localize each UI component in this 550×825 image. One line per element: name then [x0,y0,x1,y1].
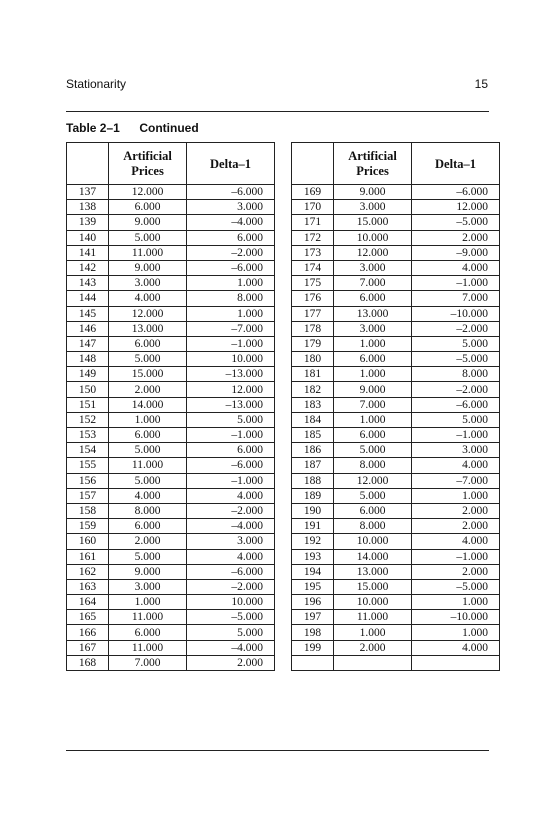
table-row [67,276,275,291]
cell-index: 183 [292,397,334,412]
table-row [292,306,500,321]
table-row [67,564,275,579]
cell-index: 142 [67,260,109,275]
table-row [292,397,500,412]
table-row [292,382,500,397]
cell-delta: 2.000 [412,564,500,579]
cell-delta: 10.000 [187,352,275,367]
cell-delta: –6.000 [187,564,275,579]
cell-price: 12.000 [109,306,187,321]
cell-delta: 3.000 [412,443,500,458]
footer-rule [66,750,489,751]
cell-index: 154 [67,443,109,458]
cell-delta: 4.000 [412,534,500,549]
cell-index: 149 [67,367,109,382]
cell-index: 146 [67,321,109,336]
cell-price: 1.000 [334,367,412,382]
cell-price: 14.000 [109,397,187,412]
cell-index: 192 [292,534,334,549]
table-row [67,519,275,534]
cell-delta: 5.000 [412,336,500,351]
cell-delta: –5.000 [187,610,275,625]
cell-price: 15.000 [109,367,187,382]
table-row [292,428,500,443]
cell-price: 11.000 [109,640,187,655]
table-row [67,655,275,670]
cell-price: 5.000 [109,473,187,488]
table-row [67,306,275,321]
table-row [292,260,500,275]
cell-price: 9.000 [109,564,187,579]
cell-index: 156 [67,473,109,488]
cell-price: 8.000 [334,519,412,534]
cell-price: 4.000 [109,488,187,503]
cell-index: 186 [292,443,334,458]
table-row [292,503,500,518]
cell-index: 166 [67,625,109,640]
cell-index: 137 [67,185,109,200]
cell-index: 179 [292,336,334,351]
cell-index: 170 [292,200,334,215]
cell-delta: 8.000 [187,291,275,306]
table-row [67,640,275,655]
cell-price: 1.000 [109,595,187,610]
page-number: 15 [474,77,488,91]
table-row [292,336,500,351]
cell-price: 5.000 [334,443,412,458]
header-rule [66,111,489,112]
cell-price: 11.000 [109,610,187,625]
table-row [67,412,275,427]
cell-delta: 4.000 [187,549,275,564]
table-row [292,579,500,594]
cell-price: 9.000 [109,215,187,230]
cell-index: 198 [292,625,334,640]
cell-index: 162 [67,564,109,579]
table-row [292,321,500,336]
cell-price: 15.000 [334,215,412,230]
column-header-index [292,143,334,185]
cell-index: 151 [67,397,109,412]
table-row [67,336,275,351]
cell-delta: 12.000 [412,200,500,215]
cell-price: 10.000 [334,534,412,549]
table-row [292,367,500,382]
cell-price: 7.000 [334,397,412,412]
cell-delta: 4.000 [412,640,500,655]
cell-delta: –7.000 [412,473,500,488]
cell-index: 197 [292,610,334,625]
cell-index: 175 [292,276,334,291]
cell-price: 1.000 [109,412,187,427]
cell-price: 6.000 [109,428,187,443]
cell-index: 150 [67,382,109,397]
cell-delta: –4.000 [187,215,275,230]
cell-delta: –2.000 [412,321,500,336]
table-row [67,610,275,625]
cell-delta: –5.000 [412,215,500,230]
cell-index: 191 [292,519,334,534]
cell-price: 1.000 [334,412,412,427]
cell-delta: 3.000 [187,200,275,215]
cell-price: 2.000 [334,640,412,655]
cell-delta: 1.000 [187,306,275,321]
cell-delta: –2.000 [187,245,275,260]
cell-price: 8.000 [334,458,412,473]
cell-index: 164 [67,595,109,610]
cell-price: 11.000 [109,245,187,260]
cell-delta: 2.000 [412,230,500,245]
table-row [67,503,275,518]
cell-delta: –5.000 [412,352,500,367]
table-row [67,534,275,549]
cell-price: 6.000 [334,503,412,518]
cell-price: 9.000 [334,382,412,397]
table-row [292,200,500,215]
cell-index: 174 [292,260,334,275]
cell-price: 9.000 [334,185,412,200]
table-row [292,352,500,367]
column-header-prices-line2: Prices [356,164,389,178]
table-row [67,260,275,275]
cell-price: 4.000 [109,291,187,306]
table-row [67,367,275,382]
cell-delta: –7.000 [187,321,275,336]
cell-delta: –10.000 [412,610,500,625]
cell-price: 5.000 [109,230,187,245]
table-row [67,397,275,412]
cell-price: 2.000 [109,534,187,549]
cell-index: 195 [292,579,334,594]
cell-index: 167 [67,640,109,655]
cell-price: 3.000 [334,321,412,336]
data-table-left [66,142,275,671]
cell-price: 6.000 [109,336,187,351]
table-row [67,185,275,200]
cell-index: 144 [67,291,109,306]
table-row [292,610,500,625]
cell-index: 147 [67,336,109,351]
cell-index: 163 [67,579,109,594]
table-row [292,412,500,427]
cell-price: 1.000 [334,625,412,640]
cell-delta: 12.000 [187,382,275,397]
cell-price: 3.000 [334,200,412,215]
table-row [67,488,275,503]
cell-index: 140 [67,230,109,245]
table-body-right [292,185,500,671]
table-row [67,443,275,458]
table-row [67,230,275,245]
cell-index: 141 [67,245,109,260]
column-header-index [67,143,109,185]
cell-delta: 1.000 [412,625,500,640]
table-row [67,458,275,473]
cell-index: 143 [67,276,109,291]
table-row [67,321,275,336]
cell-delta: 10.000 [187,595,275,610]
column-header-prices [109,143,187,185]
table-label: Table 2–1 [66,121,120,135]
cell-delta: 4.000 [412,458,500,473]
cell-delta: –9.000 [412,245,500,260]
cell-price: 10.000 [334,595,412,610]
cell-index: 181 [292,367,334,382]
cell-price: 5.000 [109,443,187,458]
cell-delta: –2.000 [412,382,500,397]
cell-price: 6.000 [334,291,412,306]
cell-price: 10.000 [334,230,412,245]
cell-price: 1.000 [334,336,412,351]
table-row [67,245,275,260]
cell-delta [412,655,500,670]
table-caption-text: Continued [139,121,199,135]
cell-delta: –4.000 [187,640,275,655]
cell-index: 180 [292,352,334,367]
cell-price: 6.000 [334,428,412,443]
cell-delta: –2.000 [187,579,275,594]
cell-delta: 7.000 [412,291,500,306]
cell-delta: –6.000 [187,185,275,200]
cell-price: 5.000 [109,549,187,564]
cell-index: 178 [292,321,334,336]
cell-delta: 1.000 [412,488,500,503]
cell-index [292,655,334,670]
cell-delta: 6.000 [187,230,275,245]
cell-index: 196 [292,595,334,610]
table-row [67,382,275,397]
cell-index: 194 [292,564,334,579]
table-row [292,443,500,458]
table-row [292,640,500,655]
cell-index: 145 [67,306,109,321]
column-header-prices-line1: Artificial [123,149,172,163]
cell-index: 199 [292,640,334,655]
cell-delta: 4.000 [412,260,500,275]
cell-delta: –5.000 [412,579,500,594]
cell-index: 189 [292,488,334,503]
cell-price [334,655,412,670]
cell-index: 172 [292,230,334,245]
table-row [67,549,275,564]
cell-index: 188 [292,473,334,488]
cell-delta: –13.000 [187,397,275,412]
cell-delta: 8.000 [412,367,500,382]
cell-index: 177 [292,306,334,321]
cell-price: 13.000 [109,321,187,336]
cell-index: 182 [292,382,334,397]
cell-price: 3.000 [334,260,412,275]
table-row [292,488,500,503]
table-row [292,625,500,640]
table-row [67,291,275,306]
cell-price: 12.000 [334,473,412,488]
cell-price: 12.000 [109,185,187,200]
cell-price: 15.000 [334,579,412,594]
table-row [292,473,500,488]
table-row [67,428,275,443]
cell-index: 160 [67,534,109,549]
table-row [292,230,500,245]
cell-price: 9.000 [109,260,187,275]
table-body-left [67,185,275,671]
cell-index: 148 [67,352,109,367]
cell-index: 185 [292,428,334,443]
cell-delta: 2.000 [187,655,275,670]
cell-index: 171 [292,215,334,230]
cell-price: 6.000 [109,200,187,215]
table-row [67,473,275,488]
table-row [67,625,275,640]
column-header-prices-line1: Artificial [348,149,397,163]
table-row [67,352,275,367]
cell-delta: –6.000 [412,397,500,412]
cell-index: 193 [292,549,334,564]
data-table-right [291,142,500,671]
table-row [292,655,500,670]
cell-delta: 5.000 [187,412,275,427]
cell-index: 187 [292,458,334,473]
table-row [67,215,275,230]
cell-price: 12.000 [334,245,412,260]
cell-index: 190 [292,503,334,518]
table-row [292,291,500,306]
cell-delta: 6.000 [187,443,275,458]
cell-delta: –1.000 [187,336,275,351]
cell-delta: –1.000 [187,473,275,488]
cell-price: 7.000 [109,655,187,670]
cell-price: 8.000 [109,503,187,518]
table-row [292,595,500,610]
cell-index: 157 [67,488,109,503]
table-row [292,458,500,473]
column-header-delta: Delta–1 [187,143,275,185]
table-row [292,215,500,230]
cell-index: 173 [292,245,334,260]
cell-delta: 1.000 [412,595,500,610]
table-row [292,549,500,564]
cell-delta: 2.000 [412,519,500,534]
cell-price: 2.000 [109,382,187,397]
table-caption [66,121,199,135]
cell-index: 161 [67,549,109,564]
cell-price: 7.000 [334,276,412,291]
cell-price: 6.000 [334,352,412,367]
cell-index: 176 [292,291,334,306]
cell-delta: 3.000 [187,534,275,549]
cell-index: 138 [67,200,109,215]
cell-delta: 1.000 [187,276,275,291]
cell-index: 152 [67,412,109,427]
table-row [292,276,500,291]
running-header-title: Stationarity [66,77,127,91]
cell-price: 13.000 [334,564,412,579]
cell-delta: –10.000 [412,306,500,321]
cell-price: 3.000 [109,579,187,594]
cell-price: 14.000 [334,549,412,564]
cell-delta: 5.000 [187,625,275,640]
cell-delta: 5.000 [412,412,500,427]
table-row [292,564,500,579]
column-header-prices-line2: Prices [131,164,164,178]
cell-delta: –2.000 [187,503,275,518]
cell-index: 169 [292,185,334,200]
cell-price: 5.000 [334,488,412,503]
column-header-prices [334,143,412,185]
table-row [67,579,275,594]
cell-delta: 4.000 [187,488,275,503]
cell-index: 184 [292,412,334,427]
cell-delta: –6.000 [412,185,500,200]
column-header-delta: Delta–1 [412,143,500,185]
cell-index: 153 [67,428,109,443]
cell-index: 168 [67,655,109,670]
cell-index: 139 [67,215,109,230]
table-row [67,200,275,215]
cell-price: 6.000 [109,625,187,640]
cell-price: 3.000 [109,276,187,291]
cell-delta: –6.000 [187,260,275,275]
table-row [67,595,275,610]
cell-delta: 2.000 [412,503,500,518]
table-row [292,245,500,260]
cell-index: 155 [67,458,109,473]
cell-delta: –13.000 [187,367,275,382]
table-row [292,534,500,549]
cell-index: 158 [67,503,109,518]
cell-price: 5.000 [109,352,187,367]
cell-delta: –1.000 [412,549,500,564]
cell-delta: –1.000 [187,428,275,443]
table-row [292,185,500,200]
cell-delta: –1.000 [412,428,500,443]
cell-price: 11.000 [334,610,412,625]
cell-price: 11.000 [109,458,187,473]
cell-index: 159 [67,519,109,534]
cell-index: 165 [67,610,109,625]
table-row [292,519,500,534]
cell-delta: –6.000 [187,458,275,473]
cell-delta: –1.000 [412,276,500,291]
cell-price: 13.000 [334,306,412,321]
cell-delta: –4.000 [187,519,275,534]
cell-price: 6.000 [109,519,187,534]
